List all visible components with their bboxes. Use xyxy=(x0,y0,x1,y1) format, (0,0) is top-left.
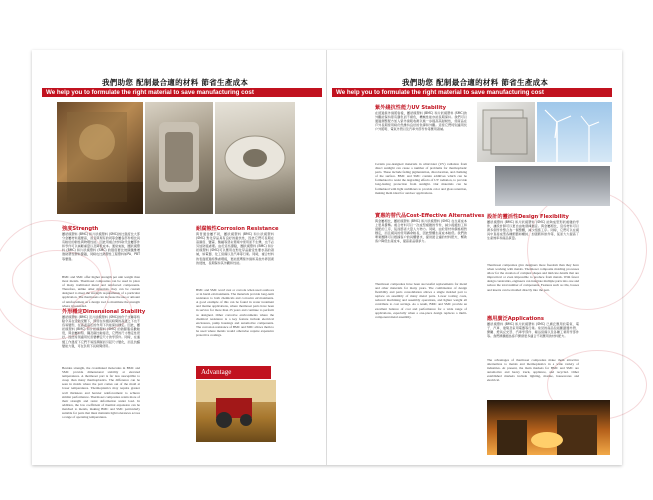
page-header-cn: 我們助您 配制最合適的材料 節省生產成本 xyxy=(402,78,549,87)
text-applications-cn: 團狀模塑料 (BMC) 和片狀模塑料 (SMC) 已廣泛應用於電氣、電子、汽車、建築及家用電器等行業。常見的產品包括斷路器外殼、開關、燈具反光罩、汽車零部件、衛浴設備以及各種工業用零部件等。我們將繼續為客戶開發更多適合不同應用的材料配方。 xyxy=(487,322,579,339)
text-applications-en: The advantages of thermoset composites make them attractive alternatives to metals and thermoplastics in a wide variety of industries. At present, the main markets for BMC and SMC are automotive and heavy truck, appliance, and recycled. Other established markets include lighting, marine, housewares and electrical. xyxy=(487,358,579,383)
heading-strength: 強度Strength xyxy=(62,226,99,232)
heading-corrosion-resistance: 耐腐蝕性Corrosion Resistance xyxy=(196,226,279,232)
text-uv-en: Certain pre-designed materials in ultraviolet (UV) radiation from direct sunlight can cause a number of problems for thermoplastic parts. These include fading pigmentation, discoloration, and chalking of the surface. BMC and SMC contain additives which can be formulated to resist the degrading effects of UV radiation, to provide long-lasting protection from sunlight. Our materials can be formulated with light stabilizers to provide color and gloss retention, making them ideal for outdoor applications. xyxy=(375,162,467,195)
advantage-label: Advantage xyxy=(196,366,271,379)
machinery-photo xyxy=(495,166,610,206)
slogan-band: We help you to formulate the right material to save manufacturing cost xyxy=(332,88,612,97)
heading-dimensional-stability: 外形穩定Dimensional Stability xyxy=(62,309,146,315)
text-corrosion-cn: 與普通金屬不同，團狀模塑料 (BMC) 和片狀模塑料 (SMC) 對化學品具有良好的耐抗性，因此它們可長期在高濕度、鹽霧、酸鹼等惡劣環境中使用而不生銹，也不必另加防腐處理。由於這些優點，團狀模塑料 (BMC) 和片狀模塑料 (SMC)可以應用在對化學品耐受性要求高的領域，如電器、化工設備以及汽車等行業。同時，複合材料的表面經過特殊處理後，更能抵禦紫外線和其他外界因素的侵蝕，長期保持其外觀和性能。 xyxy=(196,232,274,265)
text-strength-en: BMC and SMC offer higher strength per unit weight than most metals. Thermoset composites can be used in place of many traditional metal and reinforced components. Therefore, unlike other materials, they can be custom designed to meet the strength requirements of a particular application. The thermosets can increase the use or amount of reinforcement as a design tool to maximize the strength where it is needed. xyxy=(62,275,140,308)
text-dimensional-cn: 團狀模塑料 (BMC) 及片狀模塑料 (SMC)的份子交聯等特點令其在受熱受壓下，即使在持續長時間的高溫之下也不容易變形，在高温高压的作用下仍能保持穩定。因此，團狀模塑料 (BMC) 和片狀模塑料 (SMC) 的熱膨脹係數較低，與金屬如鋁、鋼及銅比較接近，它們的尺寸穩定性很好，因此特別適用於需要精密尺寸的零部件。同時，在連續工作溫度下它們不易因潮濕而引起尺寸變化，而且抗蠕變能力强，可在负荷下長時間使用。 xyxy=(62,315,140,348)
page-header-cn: 我們助您 配制最合適的材料 節省生產成本 xyxy=(102,78,249,87)
text-cost-cn: 與金屬相比，團狀模塑料 (BMC) 和片狀模塑料 (SMC) 在生產成本上更具優勢。複合材料可以一次成型複雜的零件，減少後續加工和裝配的工序，從而節省大量人力物力。同時，由於原材料價格相對穩定，而且模具的使用壽命較長，因此整體生產成本較低。我們的專業團隊可以根據客户的具體要求，提供最合適的材料配方，幫助客户降低生產成本，提高產品競爭力。 xyxy=(375,219,467,244)
right-page xyxy=(327,50,622,465)
heading-applications: 應用廣泛Applications xyxy=(487,316,544,322)
left-page xyxy=(32,50,327,465)
brochure-spread xyxy=(32,50,622,465)
text-dimensional-en: Besides strength, the crosslinked molecules in BMC and SMC provide dimensional stability at elevated temperatures. A thermoset part is far less susceptible to creep than many thermoplastics. The difference can be seen in molds where the part comes out of the mold at lower temperatures. Thermoplastics may require greater wall thickness and heavier reinforcement to achieve similar performance. Thermoset composites retain more of their strength and resist deformation under load. In addition, the low coefficient of thermal expansion can be matched to metals, making BMC and SMC particularly suitable for parts that must maintain tight tolerances across a range of operating temperatures. xyxy=(62,366,140,420)
text-uv-cn: 在經過紫外線照射後，團狀模塑料 (BMC) 和片狀模塑料 (SMC)的外觀能保持原有顏色而不褪色，機械性能亦能長期保持。我們可以通過調整配方加入紫外線吸收劑以進一步提高其耐候性，使產品在戶外長期使用時仍然維持良好的色澤和外觀。這使它們特別適用於户外照明、電氣外殼以及汽車外部零件等應用領域。 xyxy=(375,111,467,132)
molding-machine-photo xyxy=(57,102,143,214)
text-cost-en: Thermoset composites have been successful replacements for metal and other materials for many years. The combination of design flexibility and parts consolidation allows a single molded part to replace an assembly of many metal parts. Lower tooling costs, reduced machining and assembly operations, and lighter weight all contribute to cost savings. As a result, BMC and SMC provide an excellent balance of cost and performance for a wide range of applications, especially when a one-piece design replaces a multi-component metal assembly. xyxy=(375,282,467,319)
heading-design-flexibility: 設計的靈活性Design Flexibility xyxy=(487,214,569,220)
foundry-photo xyxy=(487,400,610,455)
text-design-cn: 團狀模塑料 (BMC) 和片狀模塑料 (SMC) 能夠成型形狀複雜的零件，讓設計師可以更自由地發揮創意。與金屬相比，這些材料可以將多個零件整合為一個整體，減少組裝工序。同時，它們可以在模具中直接成型各種細節如螺紋、加强筋和嵌件等，從而大大提高了生產效率和產品質量。 xyxy=(487,220,579,241)
heading-uv-stability: 紫外綫抗性能力UV Stability xyxy=(375,105,446,111)
wind-turbines-photo xyxy=(537,102,612,162)
text-corrosion-en: BMC and SMC won't rust or corrode when used outdoors or in harsh environments. The materials provide long-term resistance to both chemicals and corrosive environments. A good example of this can be found in water treatment and marine applications, where thermoset parts have been in service for more than 25 years and continue to perform as designed. Other corrosive environments where the chemical resistance is a key feature include electrical enclosures, pump housings and automotive components. The corrosion resistance of BMC and SMC allows them to be used where metals would otherwise require expensive protective coatings. xyxy=(196,288,274,338)
metal-sheets-photo xyxy=(477,102,535,162)
text-design-en: Thermoset composites give designers more freedom than they have when working with metals. Thermoset composite molding processes allow for the creation of complex shapes and intricate details that are impractical or even impossible to produce from metals. With fewer design constraints, engineers can integrate multiple parts into one and reduce the total number of components. Features such as ribs, bosses and inserts can be molded directly into the part. xyxy=(487,263,579,292)
text-strength-cn: 團狀模塑料 (BMC) 和片狀模塑料 (SMC)的比强度比大部分金屬材料還要高，而且與現有的同等金屬各部件相比具有較好的韌性與物理性能。因此用複合材料取代金屬部件和零件可以減輕重量以及降低成本。通常來說，團狀模塑料 (BMC) 和片狀模塑料 (SMC) 的强度要比玻璃纖維增強熱塑性塑料優越，同時也比熱塑性工程塑料如PA、PBT等要强。 xyxy=(62,232,140,261)
molded-disc-photo xyxy=(215,102,295,214)
harvest-field-photo xyxy=(196,380,276,442)
heading-cost-effective: 實惠的替代品Cost-Effective Alternatives xyxy=(375,213,485,219)
pipe-fitting-photo xyxy=(145,102,213,214)
slogan-band: We help you to formulate the right material to save manufacturing cost xyxy=(42,88,322,97)
